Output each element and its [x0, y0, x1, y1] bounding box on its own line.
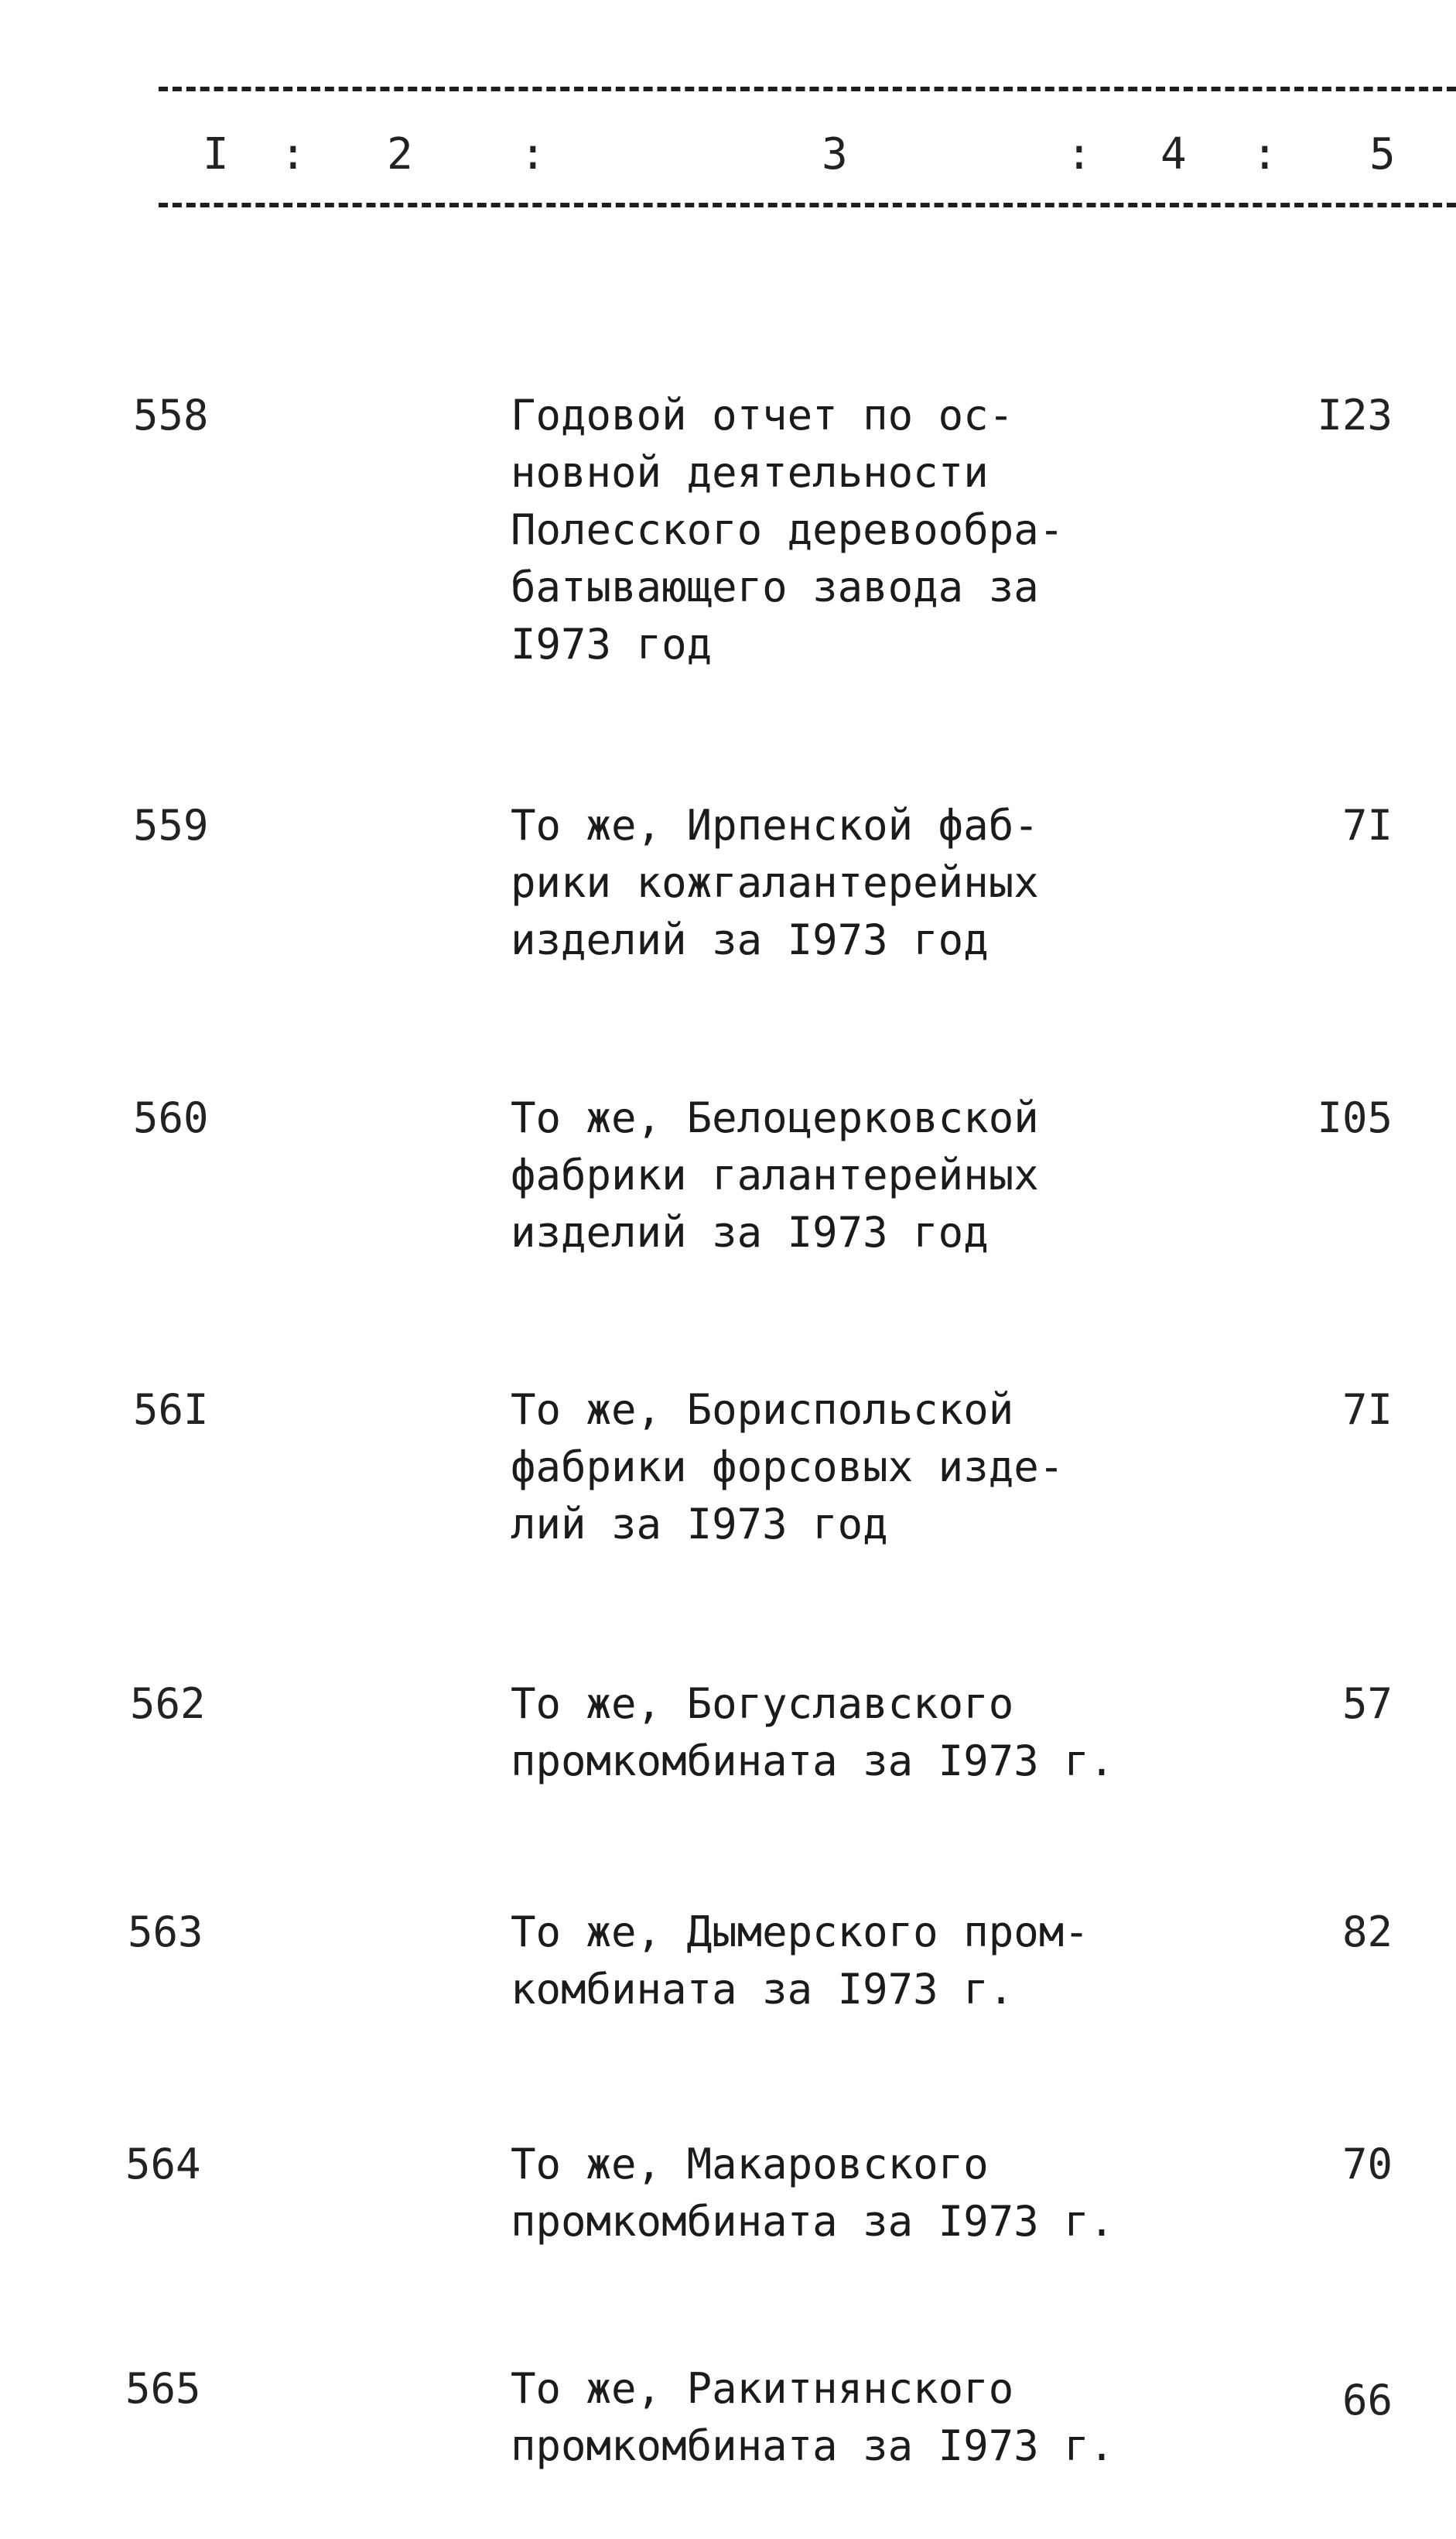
record-title: То же, Бориспольской фабрики форсовых изде- лий за I973 год	[511, 1385, 1065, 1548]
header-separator: :	[280, 129, 306, 180]
record-title: Годовой отчет по ос- новной деятельности Полесского деревообра- батывающего завода за I973 год	[511, 391, 1065, 669]
header-col-4: 4	[1160, 129, 1187, 180]
header-separator: :	[1066, 129, 1092, 180]
record-number: 56I	[133, 1385, 209, 1434]
record-sheet-count: 66	[1342, 2376, 1393, 2424]
record-number: 559	[133, 801, 209, 850]
record-number: 562	[130, 1679, 206, 1728]
record-number: 558	[133, 391, 209, 440]
record-sheet-count: 70	[1342, 2140, 1393, 2188]
header-col-1: I	[203, 129, 229, 180]
record-number: 560	[133, 1093, 209, 1142]
record-sheet-count: 7I	[1342, 1385, 1393, 1434]
record-number: 563	[128, 1908, 203, 1956]
record-title: То же, Дымерского пром- комбината за I973 г.	[511, 1908, 1089, 2014]
record-sheet-count: I05	[1317, 1093, 1393, 1142]
record-number: 565	[125, 2364, 201, 2413]
record-sheet-count: I23	[1317, 391, 1393, 440]
header-bottom-rule	[159, 203, 1456, 207]
record-title: То же, Ирпенской фаб- рики кожгалантерейных изделий за I973 год	[511, 801, 1039, 964]
header-col-3: 3	[822, 129, 848, 180]
header-separator: :	[520, 129, 546, 180]
record-title: То же, Ракитнянского промкомбината за I973 г.	[511, 2364, 1115, 2470]
header-top-rule	[159, 87, 1456, 91]
header-separator: :	[1252, 129, 1278, 180]
record-sheet-count: 7I	[1342, 801, 1393, 850]
record-sheet-count: 57	[1342, 1679, 1393, 1728]
record-number: 564	[125, 2140, 201, 2188]
record-title: То же, Белоцерковской фабрики галантерейных изделий за I973 год	[511, 1093, 1039, 1257]
header-col-2: 2	[387, 129, 413, 180]
record-sheet-count: 82	[1342, 1908, 1393, 1956]
record-title: То же, Богуславского промкомбината за I973 г.	[511, 1679, 1115, 1785]
record-title: То же, Макаровского промкомбината за I973 г.	[511, 2140, 1115, 2246]
header-col-5: 5	[1369, 129, 1396, 180]
